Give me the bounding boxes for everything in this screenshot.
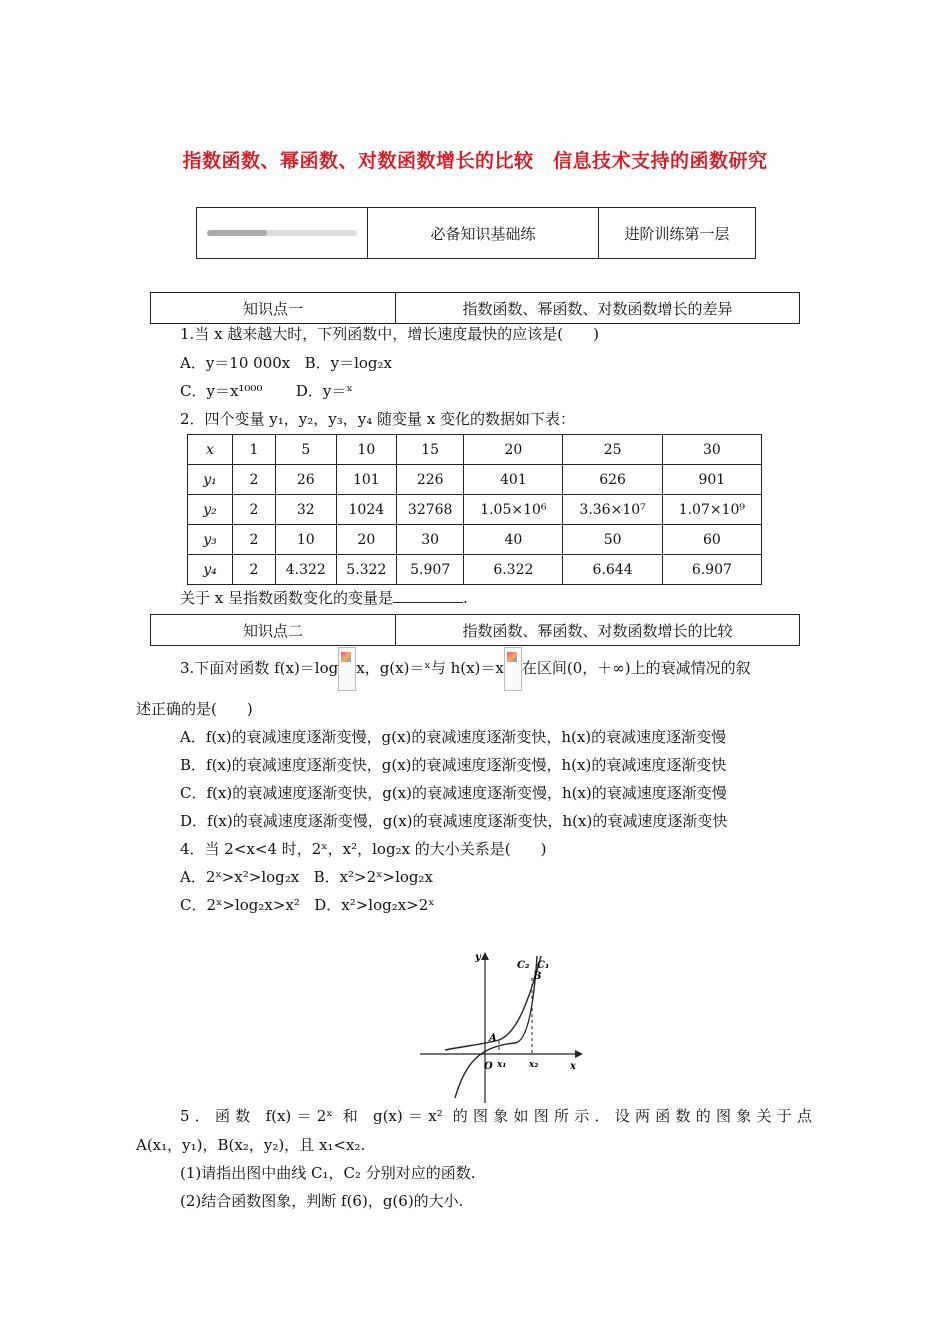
q1-option-c: C．y＝x¹⁰⁰⁰ <box>180 382 263 400</box>
q5-part1: (1)请指出图中曲线 C₁，C₂ 分别对应的函数. <box>180 1164 476 1182</box>
x1-label: x₁ <box>497 1060 507 1070</box>
kp2-topic: 指数函数、幂函数、对数函数增长的比较 <box>462 621 733 640</box>
table-cell: 6.322 <box>464 555 563 585</box>
q5-part2: (2)结合函数图象，判断 f(6)，g(6)的大小. <box>180 1192 464 1210</box>
page-title: 指数函数、幂函数、对数函数增长的比较 信息技术支持的函数研究 <box>182 150 768 172</box>
q5-stem-line2: A(x₁，y₁)，B(x₂，y₂)，且 x₁<x₂. <box>136 1136 366 1154</box>
q1-options-ab <box>180 352 392 373</box>
table-cell: 1 <box>233 435 276 465</box>
table-cell: 6.644 <box>563 555 662 585</box>
table-cell: y₁ <box>188 465 233 495</box>
q4-option-d: D．x²>log₂x>2ˣ <box>314 896 435 914</box>
kp1-topic: 指数函数、幂函数、对数函数增长的差异 <box>462 299 733 318</box>
table-cell: y₄ <box>188 555 233 585</box>
q4-stem: 4．当 2<x<4 时，2ˣ，x²，log₂x 的大小关系是( ) <box>180 840 547 858</box>
table-cell: 20 <box>336 525 397 555</box>
point-a-label: A <box>489 1033 497 1044</box>
knowledge-point-2 <box>150 614 800 646</box>
table-cell: 10 <box>276 525 337 555</box>
progress-fill <box>207 230 267 236</box>
table-cell: 626 <box>563 465 662 495</box>
q2-stem: 2．四个变量 y₁，y₂，y₃，y₄ 随变量 x 变化的数据如下表： <box>180 410 576 428</box>
table-cell: y₂ <box>188 495 233 525</box>
q4-option-b: B．x²>2ˣ>log₂x <box>313 868 433 886</box>
progress-bar <box>207 230 357 236</box>
table-cell: 25 <box>563 435 662 465</box>
table-cell: 30 <box>662 435 761 465</box>
y-label: y <box>475 952 481 963</box>
table-cell: 101 <box>336 465 397 495</box>
c2-label: C₂ <box>517 960 530 971</box>
q2-follow-text: 关于 x 呈指数函数变化的变量是 <box>180 589 393 607</box>
q3-stem-c: 在区间(0，＋∞)上的衰减情况的叙 <box>521 659 751 677</box>
table-cell: 2 <box>233 465 276 495</box>
q4-options-cd <box>180 894 435 915</box>
table-cell: 5 <box>276 435 337 465</box>
x-label: x <box>570 1061 576 1072</box>
table-cell: 401 <box>464 465 563 495</box>
table-cell: 1024 <box>336 495 397 525</box>
table-cell: 2 <box>233 555 276 585</box>
q5-stem-line1: 5．函数 f(x)＝2ˣ 和 g(x)＝x² 的图象如图所示．设两函数的图象关于点 <box>180 1107 812 1125</box>
table-cell: 20 <box>464 435 563 465</box>
kp1-label: 知识点一 <box>151 293 396 323</box>
table-row <box>188 555 762 585</box>
y-axis-arrow <box>481 952 489 960</box>
kp2-label: 知识点二 <box>151 615 396 645</box>
q1-option-b: B．y＝log₂x <box>304 354 392 372</box>
q1-stem: 1.当 x 越来越大时，下列函数中，增长速度最快的应该是( ) <box>180 325 600 343</box>
q1-option-a: A．y＝10 000x <box>180 354 291 372</box>
table-cell: 4.322 <box>276 555 337 585</box>
table-cell: 40 <box>464 525 563 555</box>
table-row <box>188 525 762 555</box>
q3-option-c: C．f(x)的衰减速度逐渐变快，g(x)的衰减速度逐渐变慢，h(x)的衰减速度逐渐变慢 <box>180 784 727 802</box>
table-cell: 226 <box>397 465 464 495</box>
x2-label: x₂ <box>529 1060 539 1070</box>
table-row <box>188 465 762 495</box>
q2-data-table <box>187 434 762 585</box>
q3-stem-a: 3.下面对函数 f(x)＝log <box>180 659 339 677</box>
q3-stem-line2: 述正确的是( ) <box>136 700 253 718</box>
table-cell: 5.322 <box>336 555 397 585</box>
q1-option-d: D．y＝ˣ <box>295 382 353 400</box>
knowledge-point-1 <box>150 292 800 324</box>
x-axis-arrow <box>575 1050 583 1058</box>
point-b-label: B <box>533 971 542 982</box>
q3-stem-line1 <box>180 647 751 691</box>
table-cell: x <box>188 435 233 465</box>
table-cell: 60 <box>662 525 761 555</box>
q3-option-a: A．f(x)的衰减速度逐渐变慢，g(x)的衰减速度逐渐变快，h(x)的衰减速度逐渐变慢 <box>180 728 727 746</box>
table-cell: 2 <box>233 525 276 555</box>
table-cell: 5.907 <box>397 555 464 585</box>
table-cell: 10 <box>336 435 397 465</box>
table-cell: 26 <box>276 465 337 495</box>
table-cell: y₃ <box>188 525 233 555</box>
q4-option-c: C．2ˣ>log₂x>x² <box>180 896 300 914</box>
table-cell: 901 <box>662 465 761 495</box>
table-cell: 3.36×10⁷ <box>563 495 662 525</box>
table-cell: 15 <box>397 435 464 465</box>
q4-options-ab <box>180 866 433 887</box>
answer-blank <box>393 590 463 603</box>
table-cell: 1.05×10⁶ <box>464 495 563 525</box>
broken-image-icon <box>338 647 356 691</box>
table-cell: 50 <box>563 525 662 555</box>
table-row <box>188 495 762 525</box>
table-cell: 30 <box>397 525 464 555</box>
q2-follow-end: . <box>463 589 468 607</box>
q3-option-b: B．f(x)的衰减速度逐渐变快，g(x)的衰减速度逐渐变慢，h(x)的衰减速度逐渐变快 <box>180 756 727 774</box>
q1-options-cd <box>180 380 353 401</box>
origin-label: O <box>484 1061 493 1072</box>
table-cell: 32768 <box>397 495 464 525</box>
table-cell: 1.07×10⁹ <box>662 495 761 525</box>
table-cell: 2 <box>233 495 276 525</box>
table-cell: 6.907 <box>662 555 761 585</box>
section-label: 必备知识基础练 <box>367 208 598 258</box>
c1-label: C₁ <box>537 960 550 971</box>
table-cell: 32 <box>276 495 337 525</box>
function-graph <box>415 948 585 1108</box>
section-header-box <box>196 207 756 259</box>
progress-cell <box>197 208 367 258</box>
q4-option-a: A．2ˣ>x²>log₂x <box>180 868 300 886</box>
broken-image-icon <box>504 647 522 691</box>
q2-follow <box>180 587 468 608</box>
table-row <box>188 435 762 465</box>
q3-stem-b: x，g(x)＝ˣ与 h(x)＝x <box>356 659 504 677</box>
curve-c2-x-squared <box>455 956 537 1098</box>
q3-option-d: D．f(x)的衰减速度逐渐变慢，g(x)的衰减速度逐渐变快，h(x)的衰减速度逐渐变快 <box>180 812 728 830</box>
level-label: 进阶训练第一层 <box>598 208 755 258</box>
